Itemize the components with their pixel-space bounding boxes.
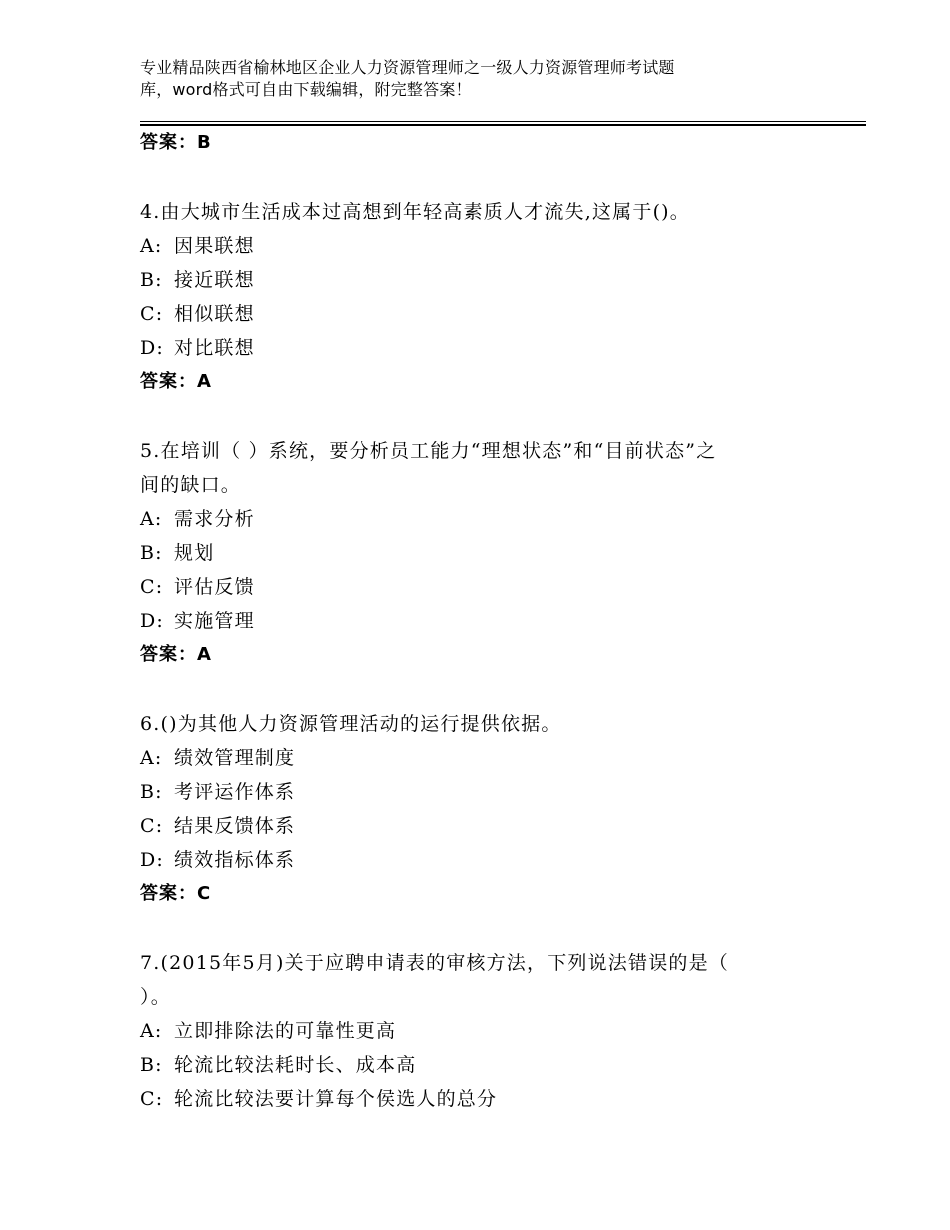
option-text: 立即排除法的可靠性更高 [174, 1020, 397, 1042]
option-letter: C: [140, 1088, 164, 1110]
option-letter: A: [140, 508, 163, 530]
question-5-option-b [140, 540, 214, 566]
question-7-stem-line-1: 7.(2015年5月)关于应聘申请表的审核方法，下列说法错误的是（ [140, 952, 729, 974]
header-divider-thick [140, 124, 866, 126]
page-header [140, 57, 780, 101]
option-letter: A: [140, 747, 163, 769]
question-5-stem-line-1: 5.在培训（ ）系统，要分析员工能力“理想状态”和“目前状态”之 [140, 440, 717, 462]
question-4-stem: 4.由大城市生活成本过高想到年轻高素质人才流失,这属于()。 [140, 201, 690, 223]
question-4-option-d [140, 335, 255, 361]
option-text: 规划 [174, 542, 215, 564]
question-5-option-a [140, 506, 255, 532]
option-text: 结果反馈体系 [174, 815, 296, 837]
question-6-option-b [140, 779, 295, 805]
option-text: 评估反馈 [174, 576, 255, 598]
option-letter: D: [140, 849, 165, 871]
question-7-option-b [140, 1052, 416, 1078]
answer-q5: 答案：A [140, 644, 212, 665]
header-title-line-1: 专业精品陕西省榆林地区企业人力资源管理师之一级人力资源管理师考试题 [140, 58, 675, 77]
question-4-option-a [140, 233, 255, 259]
option-letter: D: [140, 610, 165, 632]
question-7-option-a [140, 1018, 396, 1044]
option-letter: C: [140, 576, 164, 598]
option-text: 绩效管理制度 [174, 747, 296, 769]
option-text: 实施管理 [174, 610, 255, 632]
question-5-option-c [140, 574, 255, 600]
option-text: 相似联想 [174, 303, 255, 325]
question-7-option-c [140, 1086, 497, 1112]
header-divider-thin [140, 121, 866, 122]
question-6-option-a [140, 745, 295, 771]
option-letter: B: [140, 269, 163, 291]
option-letter: B: [140, 1054, 163, 1076]
answer-q3: 答案：B [140, 132, 212, 153]
option-letter: A: [140, 1020, 163, 1042]
option-letter: C: [140, 303, 164, 325]
question-4-option-c [140, 301, 255, 327]
option-text: 因果联想 [174, 235, 255, 257]
question-7-stem-line-2: ）。 [140, 986, 171, 1008]
option-text: 考评运作体系 [174, 781, 296, 803]
option-letter: B: [140, 781, 163, 803]
option-text: 绩效指标体系 [174, 849, 296, 871]
option-text: 轮流比较法耗时长、成本高 [174, 1054, 417, 1076]
answer-q4: 答案：A [140, 371, 212, 392]
option-text: 轮流比较法要计算每个侯选人的总分 [174, 1088, 498, 1110]
answer-q6: 答案：C [140, 883, 212, 904]
option-letter: C: [140, 815, 164, 837]
option-text: 需求分析 [174, 508, 255, 530]
question-6-option-c [140, 813, 295, 839]
option-text: 接近联想 [174, 269, 255, 291]
question-4-option-b [140, 267, 255, 293]
question-5-option-d [140, 608, 255, 634]
option-text: 对比联想 [174, 337, 255, 359]
option-letter: A: [140, 235, 163, 257]
question-6-option-d [140, 847, 295, 873]
option-letter: B: [140, 542, 163, 564]
question-5-stem-line-2: 间的缺口。 [140, 474, 242, 496]
header-title-line-2: 库，word格式可自由下载编辑，附完整答案！ [140, 80, 472, 99]
question-6-stem: 6.()为其他人力资源管理活动的运行提供依据。 [140, 713, 562, 735]
option-letter: D: [140, 337, 165, 359]
